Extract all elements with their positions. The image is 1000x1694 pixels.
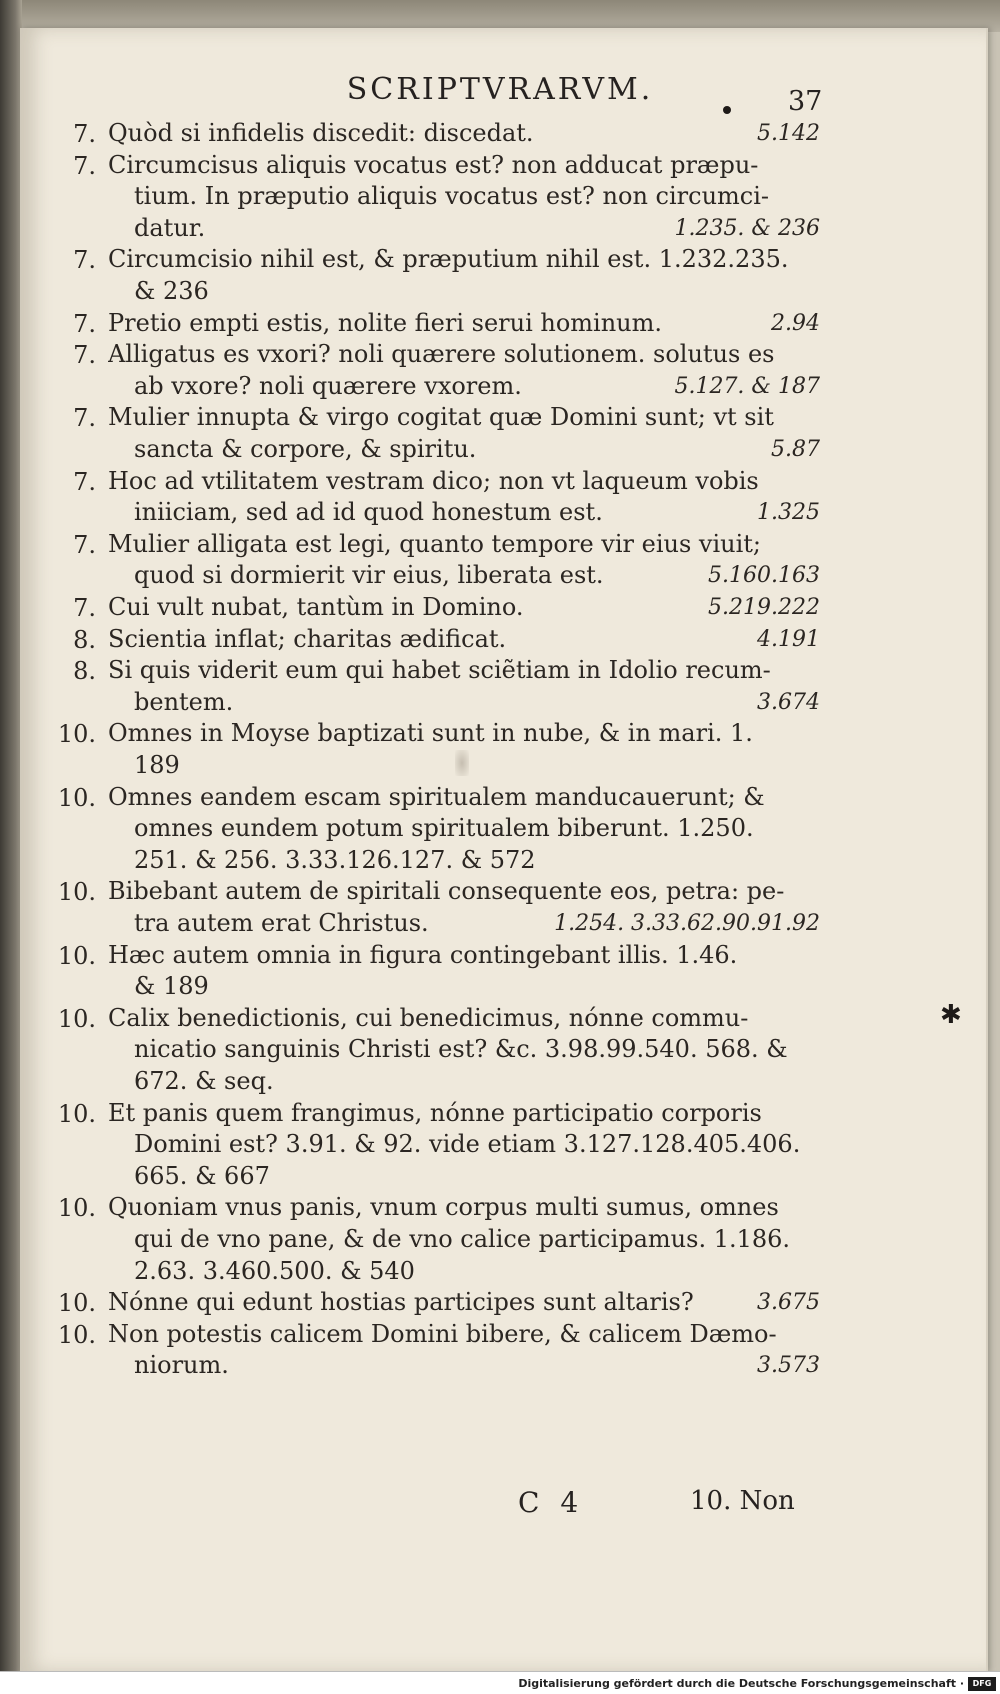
citation-reference: 1.254. 3.33.62.90.91.92 xyxy=(554,910,820,936)
index-entry xyxy=(40,466,820,529)
dfg-logo: DFG xyxy=(968,1677,996,1691)
index-entry xyxy=(40,118,820,150)
index-entry xyxy=(40,940,820,1003)
verse-text-line: 189 xyxy=(134,750,180,779)
verse-text-line: 251. & 256. 3.33.126.127. & 572 xyxy=(134,845,536,874)
citation-reference: 5.127. & 187 xyxy=(674,373,820,399)
chapter-number: 8. xyxy=(73,657,96,686)
chapter-number: 10. xyxy=(57,783,96,812)
verse-text xyxy=(108,308,828,340)
footer-credit-text: Digitalisierung gefördert durch die Deutsche Forschungsgemeinschaft · xyxy=(518,1677,964,1690)
verse-text-line: Circumcisus aliquis vocatus est? non adducat præpu- xyxy=(108,150,759,179)
verse-text xyxy=(108,718,828,781)
index-entry xyxy=(40,308,820,340)
verse-text-line: Si quis viderit eum qui habet sciẽtiam in Idolio recum- xyxy=(108,656,771,685)
verse-text-line: bentem. xyxy=(134,687,234,716)
verse-text xyxy=(108,1287,828,1319)
verse-text xyxy=(108,940,828,1003)
chapter-number: 10. xyxy=(57,720,96,749)
printer-signature: C 4 xyxy=(518,1486,585,1519)
verse-text xyxy=(108,624,828,656)
citation-reference: 5.87 xyxy=(771,436,820,462)
verse-text-line: quod si dormierit vir eius, liberata est. xyxy=(134,561,604,590)
verse-text-line: Mulier alligata est legi, quanto tempore vir eius viuit; xyxy=(108,529,761,558)
verse-text-line: Omnes in Moyse baptizati sunt in nube, & in mari. 1. xyxy=(108,719,753,748)
verse-text-line: & 189 xyxy=(134,972,209,1001)
margin-mark-icon: ✱ xyxy=(940,1000,962,1030)
verse-text xyxy=(108,118,828,150)
index-entry xyxy=(40,529,820,592)
verse-text-line: ab vxore? noli quærere vxorem. xyxy=(134,371,522,400)
index-entry xyxy=(40,718,820,781)
citation-reference: 3.573 xyxy=(757,1353,820,1379)
chapter-number: 10. xyxy=(57,1194,96,1223)
chapter-number: 7. xyxy=(73,530,96,559)
index-entry xyxy=(40,150,820,245)
verse-text-line: omnes eundem potum spiritualem biberunt. 1.250. xyxy=(134,814,754,843)
index-entry xyxy=(40,1192,820,1287)
index-entry xyxy=(40,1287,820,1319)
digitization-footer xyxy=(0,1671,1000,1694)
index-entry xyxy=(40,1098,820,1193)
citation-reference: 3.675 xyxy=(757,1290,820,1316)
chapter-number: 7. xyxy=(73,341,96,370)
verse-text-line: Non potestis calicem Domini bibere, & calicem Dæmo- xyxy=(108,1319,777,1348)
verse-text xyxy=(108,655,828,718)
chapter-number: 7. xyxy=(73,594,96,622)
chapter-number: 7. xyxy=(73,404,96,433)
verse-text xyxy=(108,1192,828,1287)
verse-text-line: sancta & corpore, & spiritu. xyxy=(134,434,477,463)
verse-text-line: Circumcisio nihil est, & præputium nihil est. 1.232.235. xyxy=(108,245,789,274)
verse-text xyxy=(108,244,828,307)
verse-text-line: Hoc ad vtilitatem vestram dico; non vt laqueum vobis xyxy=(108,466,759,495)
chapter-number: 7. xyxy=(73,467,96,496)
citation-reference: 4.191 xyxy=(757,626,820,652)
index-entry xyxy=(40,655,820,718)
verse-text-line: Pretio empti estis, nolite fieri serui hominum. xyxy=(108,308,663,337)
verse-text-line: iniiciam, sed ad id quod honestum est. xyxy=(134,498,603,527)
index-entry xyxy=(40,876,820,939)
verse-text xyxy=(108,782,828,877)
running-head-title: SCRIPTVRARVM. xyxy=(346,72,654,107)
citation-reference: 2.94 xyxy=(771,310,820,336)
index-entry xyxy=(40,624,820,656)
index-entry xyxy=(40,1003,820,1098)
citation-reference: 1.235. & 236 xyxy=(674,215,820,241)
index-entry xyxy=(40,339,820,402)
verse-text-line: niorum. xyxy=(134,1351,229,1380)
verse-text-line: Bibebant autem de spiritali consequente eos, petra: pe- xyxy=(108,877,785,906)
verse-text-line: & 236 xyxy=(134,276,209,305)
catchword: 10. Non xyxy=(690,1486,795,1516)
index-entry xyxy=(40,244,820,307)
verse-text-line: Nónne qui edunt hostias participes sunt altaris? xyxy=(108,1288,694,1317)
verse-text-line: Hæc autem omnia in figura contingebant illis. 1.46. xyxy=(108,940,738,969)
verse-text xyxy=(108,1319,828,1382)
page-number: 37 xyxy=(788,86,823,117)
chapter-number: 10. xyxy=(57,1099,96,1128)
verse-text xyxy=(108,402,828,465)
index-entry xyxy=(40,402,820,465)
chapter-number: 7. xyxy=(73,151,96,180)
chapter-number: 10. xyxy=(57,878,96,907)
chapter-number: 10. xyxy=(57,1004,96,1033)
chapter-number: 10. xyxy=(57,1289,96,1318)
chapter-number: 8. xyxy=(73,625,96,654)
index-entry xyxy=(40,782,820,877)
citation-reference: 5.160.163 xyxy=(708,563,820,589)
verse-text-line: Omnes eandem escam spiritualem manducauerunt; & xyxy=(108,782,765,811)
chapter-number: 7. xyxy=(73,120,96,148)
index-entry xyxy=(40,1319,820,1382)
verse-text-line: tium. In præputio aliquis vocatus est? non circumci- xyxy=(134,182,770,211)
citation-reference: 5.142 xyxy=(757,121,820,146)
verse-text-line: 672. & seq. xyxy=(134,1066,274,1095)
chapter-number: 10. xyxy=(57,1320,96,1349)
verse-text-line: Scientia inflat; charitas ædificat. xyxy=(108,624,507,653)
index-entry xyxy=(40,592,820,624)
verse-text-line: Mulier innupta & virgo cogitat quæ Domini sunt; vt sit xyxy=(108,403,774,432)
verse-text-line: Cui vult nubat, tantùm in Domino. xyxy=(108,593,524,621)
verse-text-line: Calix benedictionis, cui benedicimus, nónne commu- xyxy=(108,1003,749,1032)
verse-text-line: 665. & 667 xyxy=(134,1161,270,1190)
verse-text-line: Alligatus es vxori? noli quærere solutionem. solutus es xyxy=(108,340,775,369)
chapter-number: 7. xyxy=(73,309,96,338)
citation-reference: 5.219.222 xyxy=(708,595,820,620)
citation-reference: 3.674 xyxy=(757,689,820,715)
chapter-number: 7. xyxy=(73,246,96,275)
verse-text xyxy=(108,1098,828,1193)
citation-reference: 1.325 xyxy=(757,500,820,526)
verse-text-line: tra autem erat Christus. xyxy=(134,908,429,937)
verse-text-line: Et panis quem frangimus, nónne participatio corporis xyxy=(108,1098,762,1127)
chapter-number: 10. xyxy=(57,941,96,970)
verse-text-line: Quòd si infidelis discedit: discedat. xyxy=(108,119,534,147)
verse-text-line: qui de vno pane, & de vno calice participamus. 1.186. xyxy=(134,1224,791,1253)
verse-text-line: datur. xyxy=(134,213,206,242)
verse-text-line: Quoniam vnus panis, vnum corpus multi sumus, omnes xyxy=(108,1193,779,1222)
verse-text-line: nicatio sanguinis Christi est? &c. 3.98.99.540. 568. & xyxy=(134,1035,788,1064)
verse-text-line: Domini est? 3.91. & 92. vide etiam 3.127.128.405.406. xyxy=(134,1130,801,1159)
verse-text xyxy=(108,466,828,529)
verse-text xyxy=(108,1003,828,1098)
verse-text-line: 2.63. 3.460.500. & 540 xyxy=(134,1256,415,1285)
